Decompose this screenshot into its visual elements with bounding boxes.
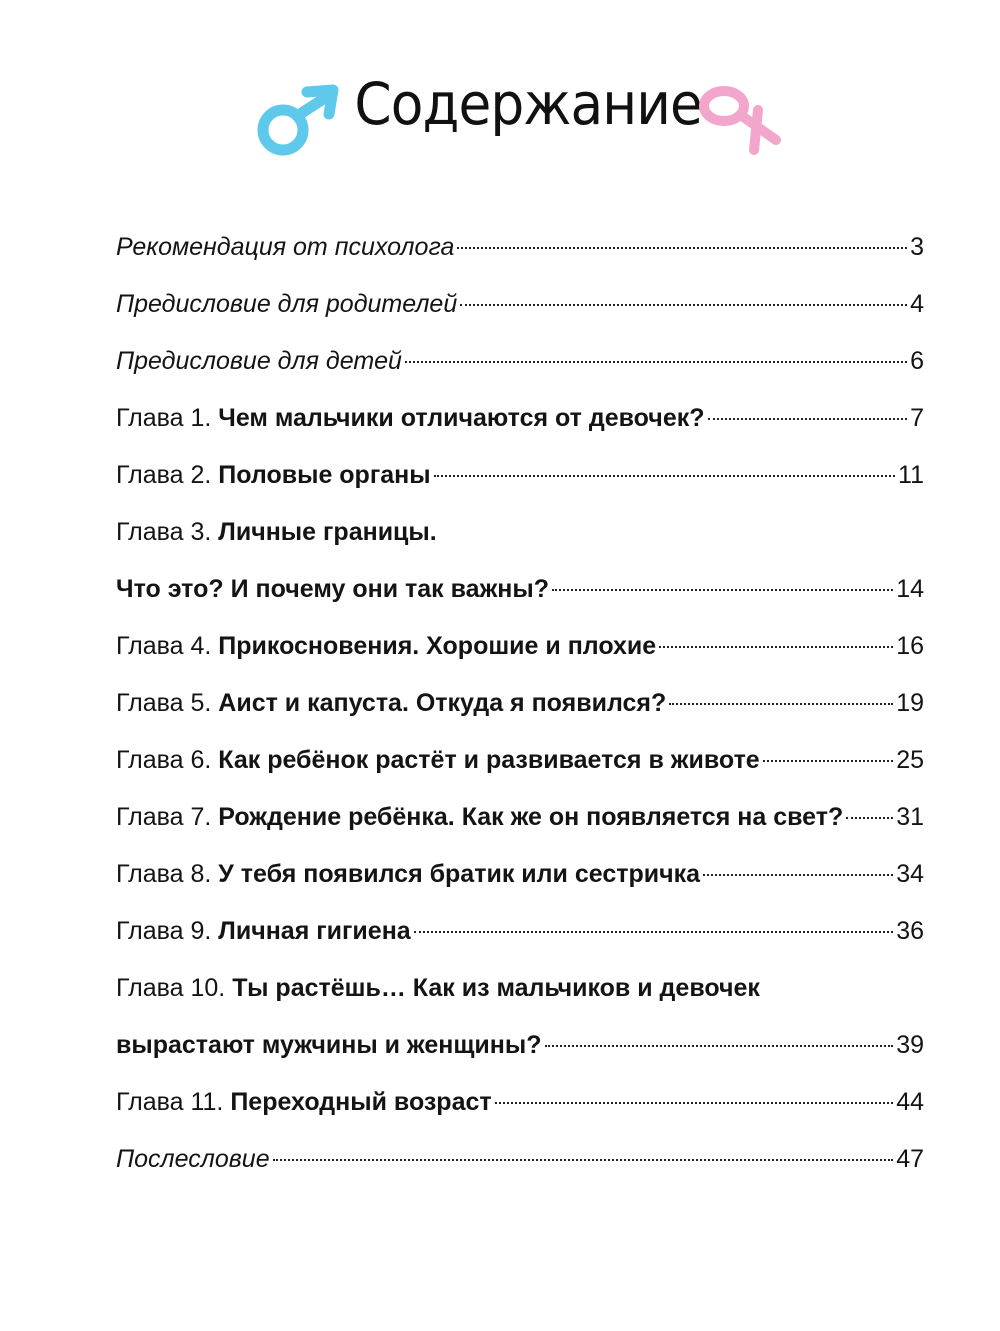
page-number: 4 <box>910 290 924 318</box>
toc-entry-text <box>116 846 700 903</box>
page-number: 34 <box>896 860 924 888</box>
dot-leader <box>659 646 893 648</box>
toc-entry <box>116 1017 924 1074</box>
chapter-title: Личная гигиена <box>218 917 411 945</box>
dot-leader <box>545 1045 894 1047</box>
toc-entry <box>116 504 924 561</box>
toc-entry-text <box>116 333 402 390</box>
toc-entry-text <box>116 561 549 618</box>
chapter-number: Глава 9. <box>116 917 219 945</box>
chapter-number: Глава 7. <box>116 803 219 831</box>
chapter-number: Глава 5. <box>116 689 219 717</box>
chapter-title: Аист и капуста. Откуда я появился? <box>218 689 667 717</box>
chapter-number: Глава 10. <box>116 974 233 1002</box>
chapter-title: Половые органы <box>218 461 431 489</box>
page-number: 11 <box>898 461 924 489</box>
toc-entry-text <box>116 960 760 1017</box>
chapter-title: Рекомендация от психолога <box>116 233 455 261</box>
toc-entry <box>116 561 924 618</box>
chapter-title: Личные границы. <box>218 518 437 546</box>
dot-leader <box>460 304 907 306</box>
chapter-title: Послесловие <box>116 1145 270 1173</box>
toc-entry-text <box>116 732 760 789</box>
chapter-title: Прикосновения. Хорошие и плохие <box>218 632 657 660</box>
toc-entry <box>116 675 924 732</box>
page-number: 19 <box>896 689 924 717</box>
chapter-title: Предисловие для детей <box>116 347 402 375</box>
chapter-title: вырастают мужчины и женщины? <box>116 1031 542 1059</box>
toc-entry <box>116 447 924 504</box>
toc-entry <box>116 276 924 333</box>
chapter-title: Что это? И почему они так важны? <box>116 575 550 603</box>
dot-leader <box>495 1102 894 1104</box>
female-symbol-icon <box>694 78 786 156</box>
page-number: 7 <box>910 404 924 432</box>
chapter-title: Рождение ребёнка. Как же он появляется на свет? <box>218 803 844 831</box>
chapter-number: Глава 1. <box>116 404 219 432</box>
dot-leader <box>552 589 893 591</box>
toc-entry-text <box>116 618 656 675</box>
toc-entry-text <box>116 903 411 960</box>
dot-leader <box>434 475 895 477</box>
chapter-title: Переходный возраст <box>230 1088 492 1116</box>
toc-entry <box>116 732 924 789</box>
toc-entry <box>116 1131 924 1188</box>
table-of-contents <box>116 219 924 1188</box>
header <box>0 60 1000 160</box>
toc-entry-text <box>116 219 454 276</box>
toc-entry-text <box>116 1017 542 1074</box>
page-number: 44 <box>896 1088 924 1116</box>
dot-leader <box>273 1159 894 1161</box>
dot-leader <box>708 418 908 420</box>
toc-entry-text <box>116 1131 270 1188</box>
toc-entry <box>116 219 924 276</box>
chapter-number: Глава 6. <box>116 746 219 774</box>
page-number: 14 <box>896 575 924 603</box>
page-number: 6 <box>910 347 924 375</box>
page-number: 39 <box>896 1031 924 1059</box>
toc-entry-text <box>116 1074 492 1131</box>
dot-leader <box>414 931 893 933</box>
page-title: Содержание <box>354 70 702 138</box>
toc-entry-text <box>116 675 666 732</box>
toc-entry <box>116 1074 924 1131</box>
chapter-number: Глава 11. <box>116 1088 231 1116</box>
page-number: 25 <box>896 746 924 774</box>
toc-entry-text <box>116 276 457 333</box>
chapter-number: Глава 4. <box>116 632 219 660</box>
toc-entry <box>116 618 924 675</box>
toc-entry <box>116 333 924 390</box>
toc-entry <box>116 846 924 903</box>
chapter-number: Глава 8. <box>116 860 219 888</box>
page-number: 31 <box>896 803 924 831</box>
toc-entry <box>116 903 924 960</box>
chapter-title: Предисловие для родителей <box>116 290 458 318</box>
chapter-title: Ты растёшь… Как из мальчиков и девочек <box>232 974 760 1002</box>
page-number: 3 <box>910 233 924 261</box>
chapter-number: Глава 2. <box>116 461 219 489</box>
male-symbol-icon <box>253 82 345 158</box>
chapter-number: Глава 3. <box>116 518 219 546</box>
toc-entry-text <box>116 504 437 561</box>
dot-leader <box>457 247 907 249</box>
toc-entry <box>116 390 924 447</box>
chapter-title: Чем мальчики отличаются от девочек? <box>218 404 705 432</box>
toc-entry-text <box>116 789 843 846</box>
page-number: 16 <box>896 632 924 660</box>
dot-leader <box>763 760 893 762</box>
page-number: 47 <box>896 1145 924 1173</box>
chapter-title: Как ребёнок растёт и развивается в животе <box>218 746 760 774</box>
toc-entry-text <box>116 390 705 447</box>
toc-entry <box>116 789 924 846</box>
dot-leader <box>669 703 893 705</box>
toc-entry-text <box>116 447 431 504</box>
dot-leader <box>846 817 893 819</box>
dot-leader <box>405 361 907 363</box>
dot-leader <box>703 874 893 876</box>
page-number: 36 <box>896 917 924 945</box>
chapter-title: У тебя появился братик или сестричка <box>218 860 701 888</box>
toc-entry <box>116 960 924 1017</box>
